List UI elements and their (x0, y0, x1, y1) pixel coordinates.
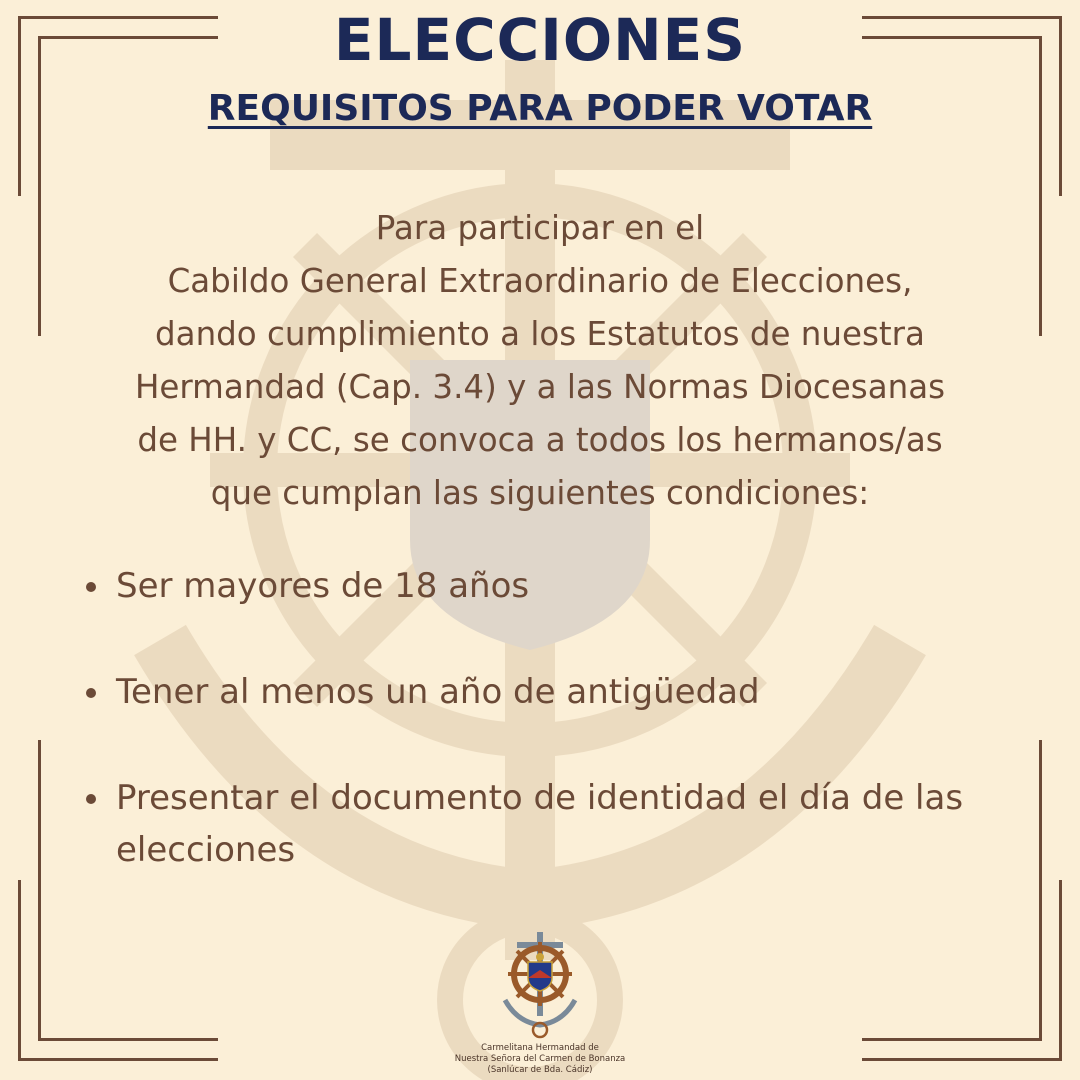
bullet-icon (86, 794, 96, 804)
org-line: (Sanlúcar de Bda. Cádiz) (487, 1065, 593, 1075)
bullet-icon (86, 688, 96, 698)
brotherhood-emblem-logo (497, 930, 583, 1040)
list-item (82, 772, 1022, 876)
organization-name (380, 1043, 700, 1076)
intro-line: dando cumplimiento a los Estatutos de nuestra (155, 315, 925, 353)
frame-line (1039, 740, 1042, 1041)
list-item (82, 666, 760, 718)
frame-line (38, 740, 41, 1041)
frame-line (18, 880, 21, 1061)
org-line: Carmelitana Hermandad de (481, 1043, 599, 1053)
frame-line (862, 1038, 1042, 1041)
intro-paragraph (40, 202, 1040, 520)
requirement-text: Ser mayores de 18 años (116, 566, 530, 606)
org-line: Nuestra Señora del Carmen de Bonanza (454, 1054, 626, 1064)
page-title: ELECCIONES (333, 6, 747, 74)
requirement-text: Presentar el documento de identidad el día de las elecciones (116, 778, 964, 870)
frame-line (862, 1058, 1062, 1061)
intro-line: de HH. y CC, se convoca a todos los hermanos/as (137, 421, 943, 459)
intro-line: Cabildo General Extraordinario de Elecciones, (167, 262, 913, 300)
frame-line (38, 1038, 218, 1041)
frame-line (1059, 880, 1062, 1061)
requirement-text: Tener al menos un año de antigüedad (116, 672, 760, 712)
intro-line: Para participar en el (375, 209, 705, 247)
page-subtitle: REQUISITOS PARA PODER VOTAR (207, 88, 873, 129)
frame-line (18, 1058, 218, 1061)
bullet-icon (86, 582, 96, 592)
list-item (82, 560, 529, 612)
intro-line: Hermandad (Cap. 3.4) y a las Normas Diocesanas (134, 368, 946, 406)
intro-line: que cumplan las siguientes condiciones: (210, 474, 870, 512)
